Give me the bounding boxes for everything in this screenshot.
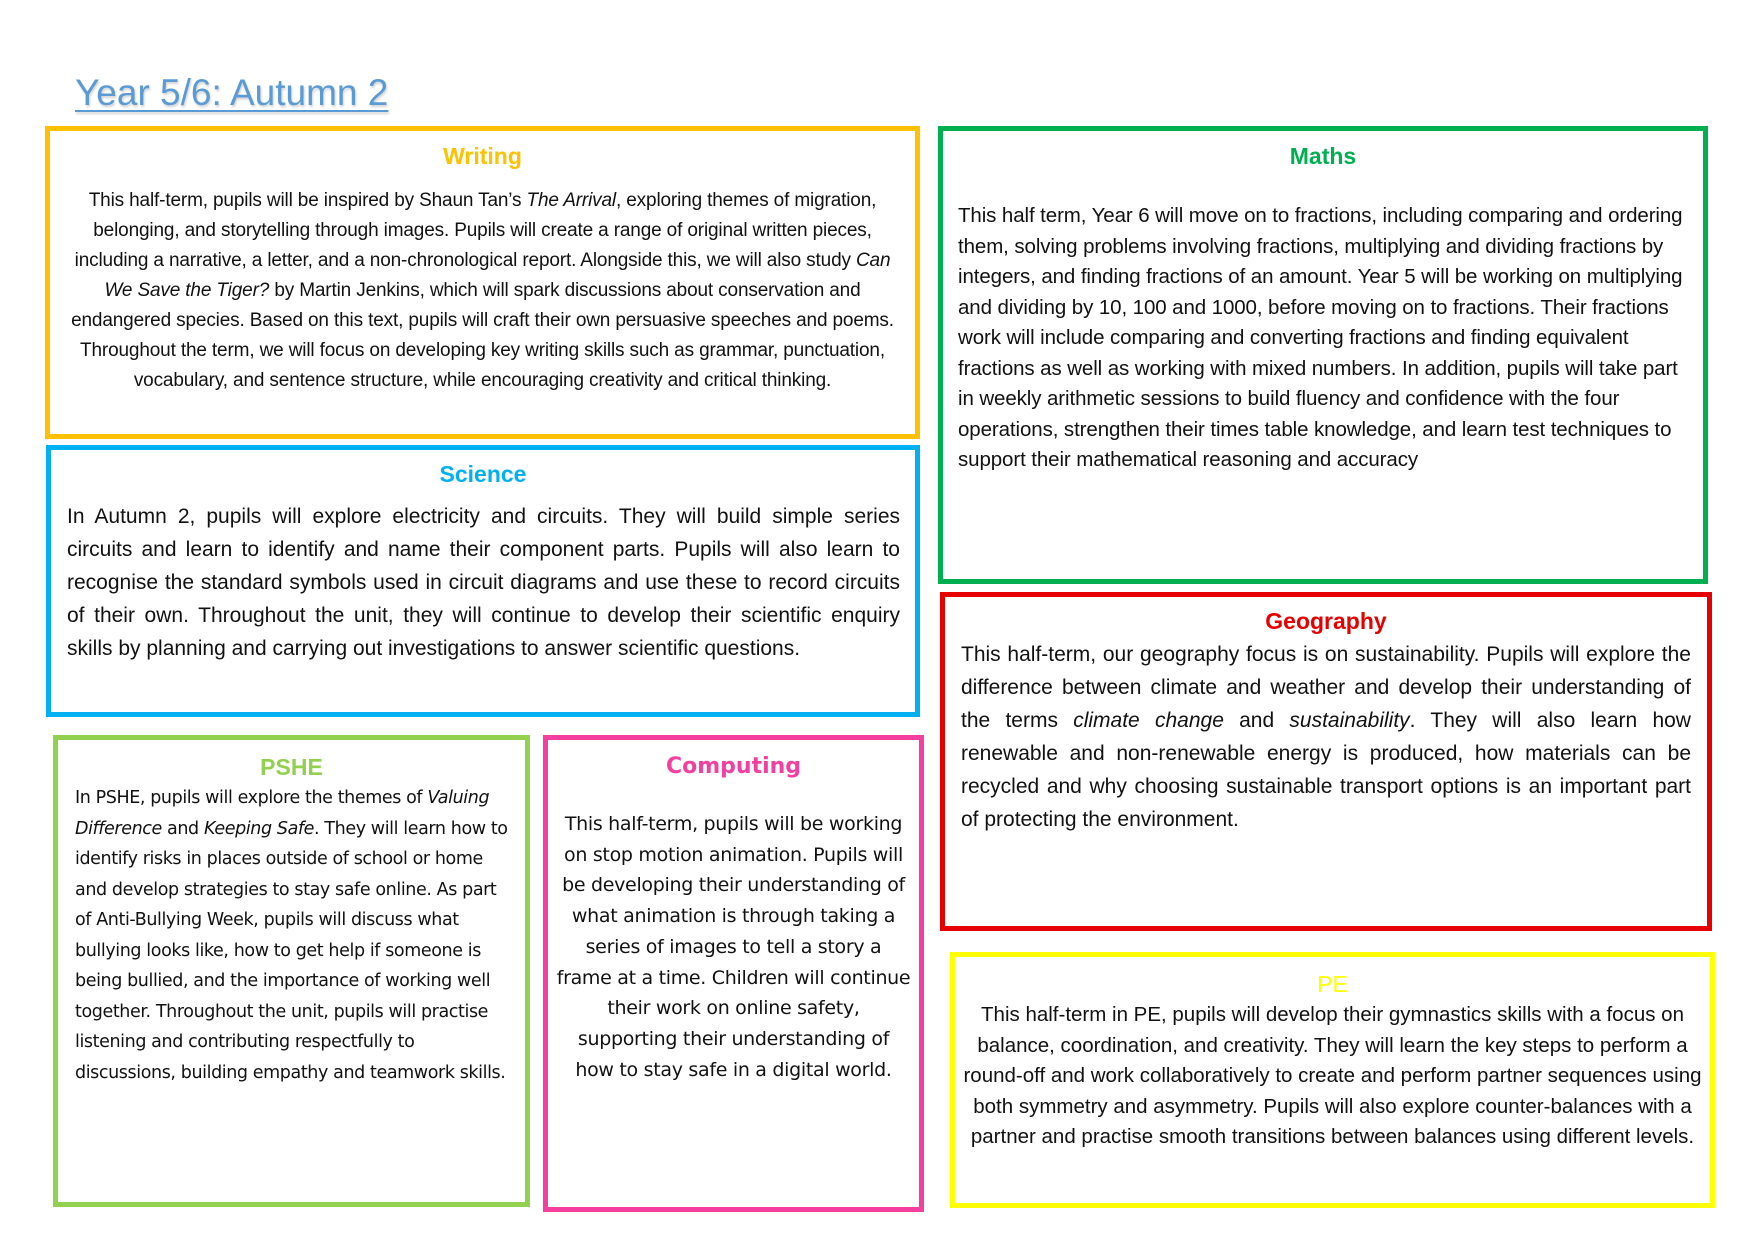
term-sustainability: sustainability bbox=[1289, 709, 1410, 732]
science-panel bbox=[46, 445, 920, 717]
pshe-heading: PSHE bbox=[260, 754, 323, 780]
writing-text-part: This half-term, pupils will be inspired by Shaun Tan’s bbox=[88, 190, 527, 211]
geography-panel bbox=[940, 592, 1712, 931]
geography-text-part: and bbox=[1223, 709, 1290, 732]
book-title-the-arrival: The Arrival bbox=[526, 190, 616, 211]
pe-heading: PE bbox=[1317, 971, 1348, 997]
computing-panel bbox=[543, 735, 924, 1212]
writing-text-part: , exploring themes of migration, belonging, and storytelling through images. Pupils will create a range of original written pieces, including a narrative, a letter, and a non-chronological report. Alongside this, we will also study bbox=[74, 190, 877, 271]
geography-heading: Geography bbox=[1265, 608, 1387, 634]
geography-text-part: This half-term, our geography focus is on sustainability. Pupils will explore the difference between climate and weather and develop their understanding of the terms bbox=[961, 643, 1691, 732]
writing-panel bbox=[45, 126, 920, 439]
maths-text: This half term, Year 6 will move on to fractions, including comparing and ordering them, solving problems involving fractions, multiplying and dividing fractions by integers, and finding fractions of an amount. Year 5 will be working on multiplying and dividing by 10, 100 and 1000, before moving on to fractions. Their fractions work will include comparing and converting fractions and finding equivalent fractions as well as working with mixed numbers. In addition, pupils will take part in weekly arithmetic sessions to build fluency and confidence with the four operations, strengthen their times table knowledge, and learn test techniques to support their mathematical reasoning and accuracy bbox=[958, 204, 1683, 471]
pshe-text-part: and bbox=[161, 818, 204, 839]
pe-text: This half-term in PE, pupils will develop their gymnastics skills with a focus on balance, coordination, and creativity. They will learn the key steps to perform a round-off and work collaboratively to create and perform partner sequences using both symmetry and asymmetry. Pupils will also explore counter-balances with a partner and practise smooth transitions between balances using different levels. bbox=[963, 1003, 1702, 1148]
theme-keeping-safe: Keeping Safe bbox=[203, 818, 315, 839]
writing-heading: Writing bbox=[443, 143, 522, 169]
geography-text-part: . They will also learn how renewable and non-renewable energy is produced, how materials can be recycled and why choosing sustainable transport options is an important part of protecting the environment. bbox=[961, 709, 1691, 831]
geography-text bbox=[945, 635, 1707, 836]
book-title-can-we-save-the-tiger: Can We Save the Tiger? bbox=[104, 250, 891, 301]
pshe-text-part: . They will learn how to identify risks in places outside of school or home and develop strategies to stay safe online. As part of Anti-Bullying Week, pupils will discuss what bullying looks like, how to get help if someone is being bullied, and the importance of working well together. Throughout the unit, pupils will practise listening and contributing respectfully to discussions, building empathy and teamwork skills. bbox=[75, 818, 508, 1083]
term-climate-change: climate change bbox=[1073, 709, 1224, 732]
pe-panel bbox=[950, 952, 1715, 1208]
computing-text: This half-term, pupils will be working on stop motion animation. Pupils will be developing their understanding of what animation is through taking a series of images to tell a story a frame at a time. Children will continue their work on online safety, supporting their understanding of how to stay safe in a digital world. bbox=[556, 813, 911, 1081]
writing-text bbox=[50, 170, 915, 396]
science-text: In Autumn 2, pupils will explore electricity and circuits. They will build simple series circuits and learn to identify and name their component parts. Pupils will also learn to recognise the standard symbols used in circuit diagrams and use these to record circuits of their own. Throughout the unit, they will continue to develop their scientific enquiry skills by planning and carrying out investigations to answer scientific questions. bbox=[67, 505, 900, 660]
theme-valuing-difference: Valuing Difference bbox=[75, 788, 490, 839]
maths-heading: Maths bbox=[1289, 143, 1357, 169]
page-title: Year 5/6: Autumn 2 bbox=[75, 72, 389, 113]
computing-heading: Computing bbox=[665, 754, 802, 779]
writing-text-part: by Martin Jenkins, which will spark discussions about conservation and endangered species. Based on this text, pupils will craft their own persuasive speeches and poems. Throughout the term, we will focus on developing key writing skills such as grammar, punctuation, vocabulary, and sentence structure, while encouraging creativity and critical thinking. bbox=[71, 280, 894, 391]
science-heading: Science bbox=[439, 461, 527, 487]
maths-panel bbox=[938, 126, 1708, 584]
pshe-text bbox=[58, 781, 525, 1088]
pshe-panel bbox=[53, 735, 530, 1207]
pshe-text-part: In PSHE, pupils will explore the themes of bbox=[75, 788, 428, 808]
